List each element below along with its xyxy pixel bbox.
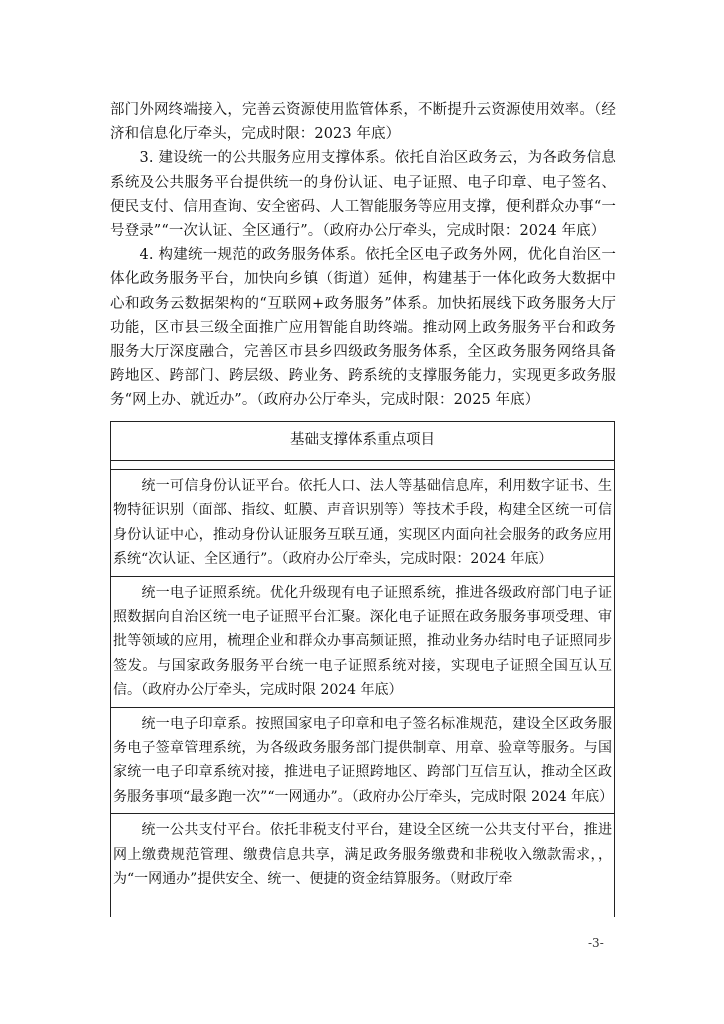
paragraph: 3. 建设统一的公共服务应用支撑体系。依托自治区政务云，为各政务信息系统及公共服务平台提供统一的身份认证、电子证照、电子印章、电子签名、便民支付、信用查询、安全密码、人工智能服务等应用支撑，便利群众办事“一号登录”“一次认证、全区通行”。（政府办公厅牵头，完成时限：2024 年底） <box>110 150 616 240</box>
table-row-e-seal: 统一电子印章系。按照国家电子印章和电子签名标准规范，建设全区政务服务电子签章管理系统，为各级政务服务部门提供制章、用章、验章等服务。与国家统一电子印章系统对接，推进电子证照跨地区、跨部门互信互认，推动全区政务服务事项“最多跑一次”“一网通办”。（政府办公厅牵头，完成时限 2024 年底） <box>111 708 614 815</box>
body-text <box>110 98 616 413</box>
page-number: -3- <box>588 936 604 950</box>
table-row-identity-auth: 统一可信身份认证平台。依托人口、法人等基础信息库，利用数字证书、生物特征识别（面部、指纹、虹膜、声音识别等）等技术手段，构建全区统一可信身份认证中心，推动身份认证服务互联互通，实现区内面向社会服务的政务应用系统“次认证、全区通行”。（政府办公厅牵头，完成时限：2024 年底） <box>111 470 614 577</box>
paragraph: 4. 构建统一规范的政务服务体系。依托全区电子政务外网，优化自治区一体化政务服务平台，加快向乡镇（街道）延伸，构建基于一体化政务大数据中心和政务云数据架构的“互联网+政务服务”体系。加快拓展线下政务服务大厅功能，区市县三级全面推广应用智能自助终端。推动网上政务服务平台和政务服务大厅深度融合，完善区市县乡四级政务服务体系，全区政务服务网络具备跨地区、跨部门、跨层级、跨业务、跨系统的支撑服务能力，实现更多政务服务“网上办、就近办”。（政府办公厅牵头，完成时限：2025 年底） <box>110 247 616 409</box>
table-row-e-license: 统一电子证照系统。优化升级现有电子证照系统，推进各级政府部门电子证照数据向自治区统一电子证照平台汇聚。深化电子证照在政务服务事项受理、审批等领域的应用，梳理企业和群众办事高频证照，推动业务办结时电子证照同步签发。与国家政务服务平台统一电子证照系统对接，实现电子证照全国互认互信。（政府办公厅牵头，完成时限 2024 年底） <box>111 577 614 708</box>
paragraph: 部门外网终端接入，完善云资源使用监管体系，不断提升云资源使用效率。（经济和信息化厅牵头，完成时限：2023 年底） <box>110 102 616 143</box>
key-projects-table <box>110 421 615 917</box>
table-title: 基础支撑体系重点项目 <box>111 422 614 461</box>
table-row-payment: 统一公共支付平台。依托非税支付平台，建设全区统一公共支付平台，推进网上缴费规范管理、缴费信息共享，满足政务服务缴费和非税收入缴款需求，，为“一网通办”提供安全、统一、便捷的资金结算服务。（财政厅牵 <box>113 822 612 888</box>
table-spacer-row <box>111 461 614 470</box>
